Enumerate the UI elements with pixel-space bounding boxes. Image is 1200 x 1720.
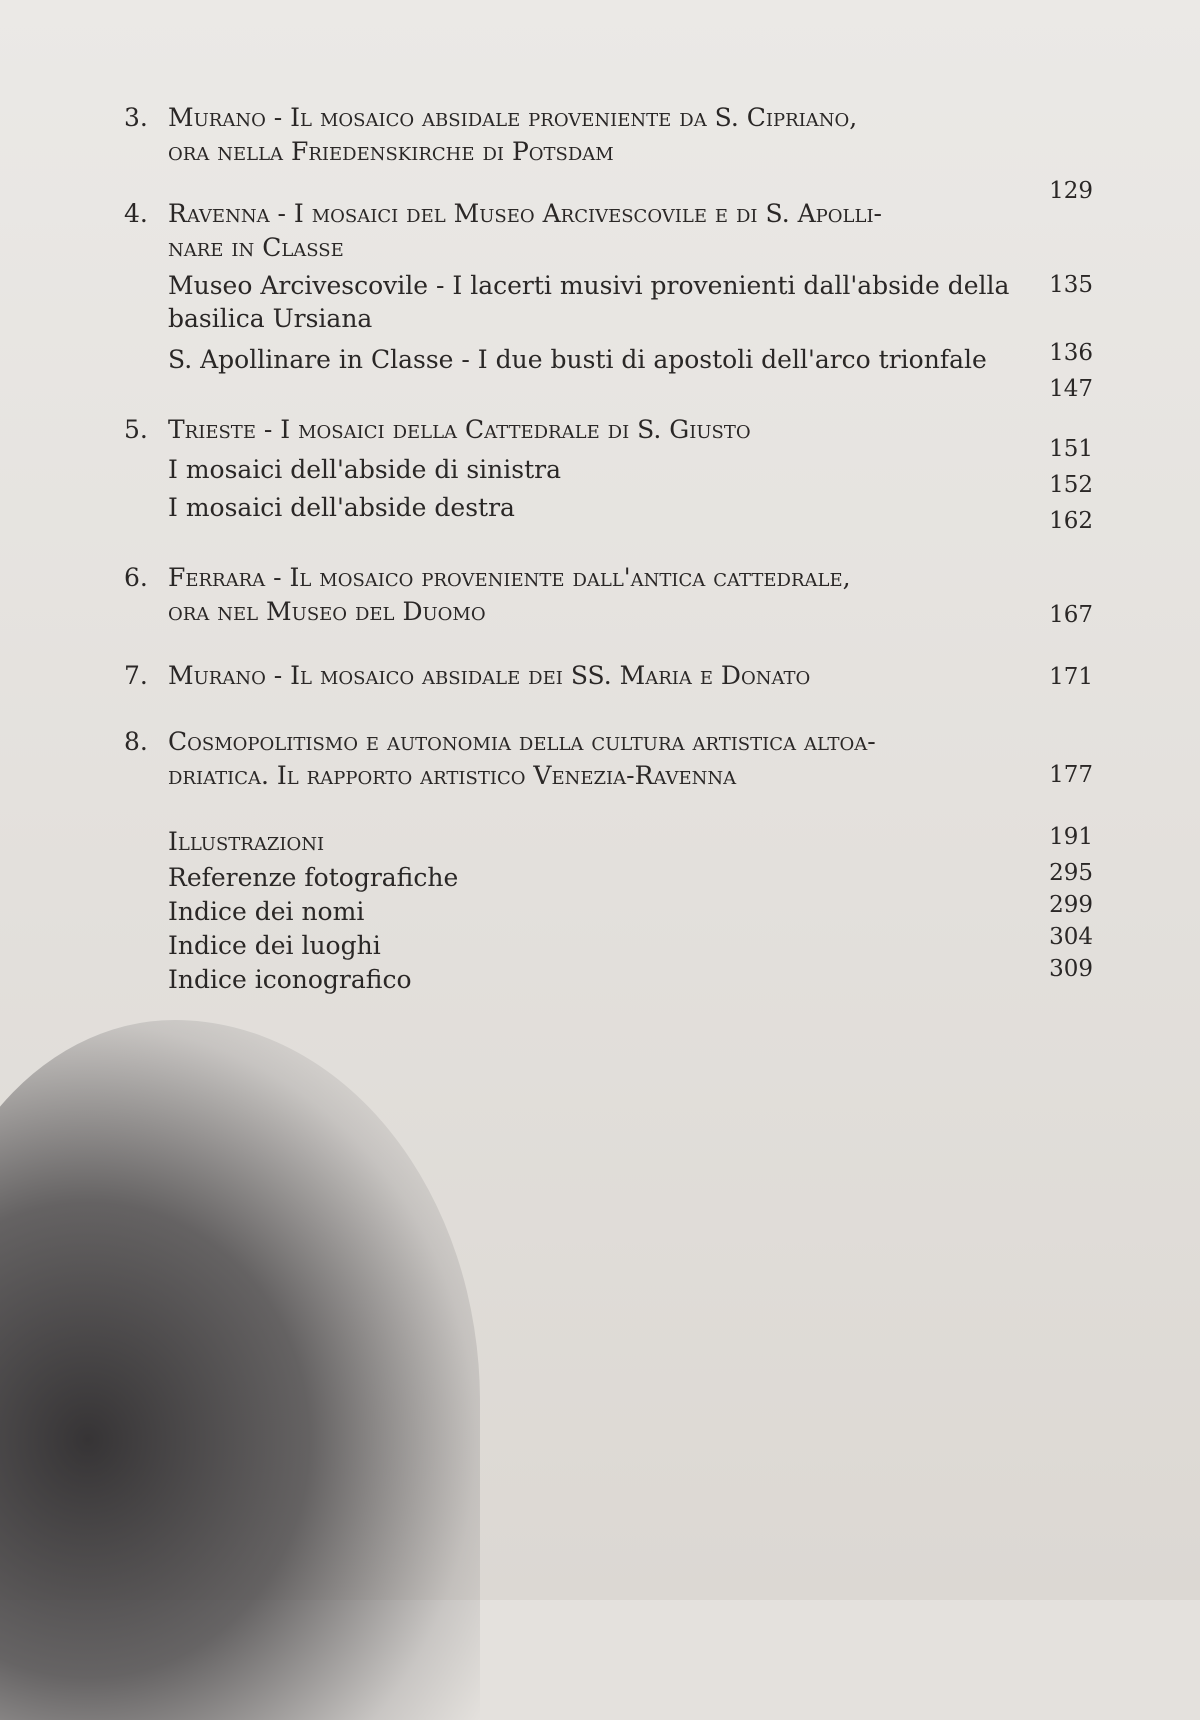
subentry-line: S. Apollinare in Classe - I due busti di apostoli dell'arco trionfale: [168, 345, 987, 374]
entry-title-line: ora nella Friedenskirche di Potsdam: [168, 137, 614, 166]
entry-title-line: Ravenna - I mosaici del Museo Arcivescovile e di S. Apolli-: [168, 199, 883, 228]
page-number: 167: [1049, 602, 1093, 628]
entry-title-line: Ferrara - Il mosaico proveniente dall'antica cattedrale,: [168, 563, 851, 592]
page-number: 162: [1049, 508, 1093, 534]
subentry-line: Museo Arcivescovile - I lacerti musivi provenienti dall'abside della: [168, 271, 1010, 300]
page-number: 136: [1049, 340, 1093, 366]
page-number: 151: [1049, 436, 1093, 462]
backmatter-item: Indice iconografico: [168, 965, 412, 994]
backmatter-item: Indice dei luoghi: [168, 931, 381, 960]
subentry-line: I mosaici dell'abside destra: [168, 493, 515, 522]
page-number: 129: [1049, 178, 1093, 204]
subentry-line: basilica Ursiana: [168, 304, 373, 333]
page-number: 304: [1049, 924, 1093, 950]
page-number: 309: [1049, 956, 1093, 982]
page-number: 147: [1049, 376, 1093, 402]
backmatter-item: Referenze fotografiche: [168, 863, 459, 892]
page-number: 299: [1049, 892, 1093, 918]
entry-number: 6.: [124, 563, 148, 592]
entry-title-line: Murano - Il mosaico absidale proveniente da S. Cipriano,: [168, 103, 858, 132]
backmatter-item: Indice dei nomi: [168, 897, 365, 926]
backmatter-item: Illustrazioni: [168, 827, 325, 856]
subentry-line: I mosaici dell'abside di sinistra: [168, 455, 561, 484]
page-number: 135: [1049, 272, 1093, 298]
entry-title-line: Trieste - I mosaici della Cattedrale di S. Giusto: [168, 415, 751, 444]
entry-number: 8.: [124, 727, 148, 756]
entry-number: 4.: [124, 199, 148, 228]
entry-title-line: driatica. Il rapporto artistico Venezia-Ravenna: [168, 761, 737, 790]
entry-title-line: Murano - Il mosaico absidale dei SS. Maria e Donato: [168, 661, 811, 690]
page-number: 177: [1049, 762, 1093, 788]
page-number: 171: [1049, 664, 1093, 690]
entry-title-line: Cosmopolitismo e autonomia della cultura artistica altoa-: [168, 727, 876, 756]
page-number: 152: [1049, 472, 1093, 498]
page-number: 191: [1049, 824, 1093, 850]
entry-number: 3.: [124, 103, 148, 132]
entry-number: 5.: [124, 415, 148, 444]
entry-title-line: ora nel Museo del Duomo: [168, 597, 486, 626]
page-number: 295: [1049, 860, 1093, 886]
entry-title-line: nare in Classe: [168, 233, 344, 262]
entry-number: 7.: [124, 661, 148, 690]
